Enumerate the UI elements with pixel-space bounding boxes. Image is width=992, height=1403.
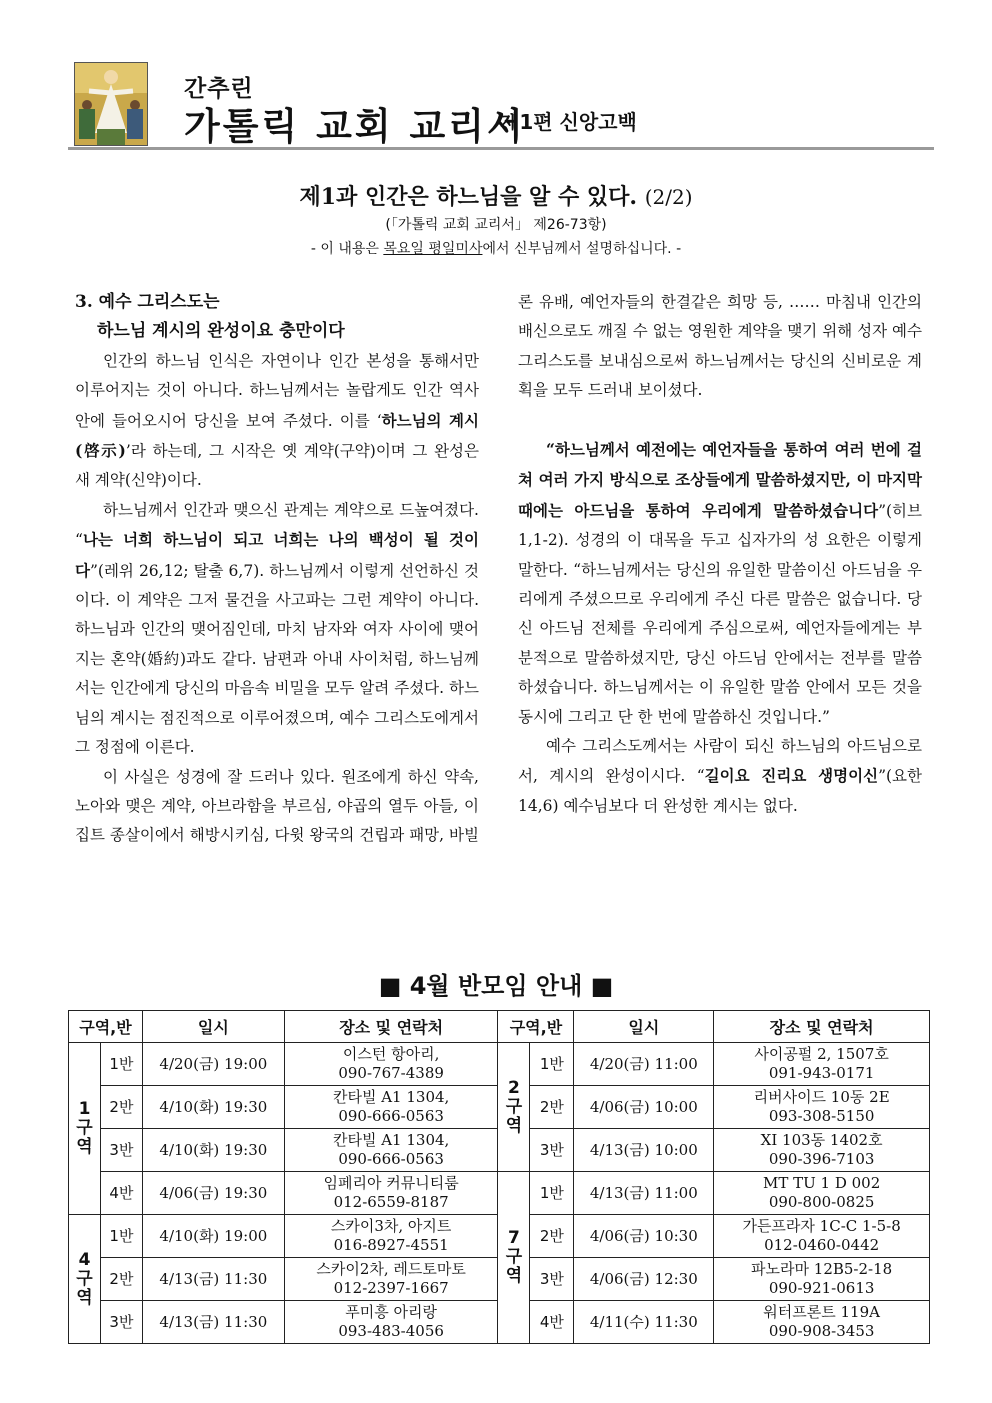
meeting-date: 4/06(금) 12:30 — [574, 1258, 714, 1301]
meeting-date: 4/10(화) 19:30 — [142, 1086, 284, 1129]
phone-number: 093-483-4056 — [338, 1322, 444, 1340]
schedule-title: ■ 4월 반모임 안내 ■ — [378, 972, 614, 1000]
paragraph-revelation: 인간의 하느님 인식은 자연이나 인간 본성을 통해서만 이루어지는 것이 아니다. 하느님께서는 놀랍게도 인간 역사 안에 들어오시어 당신을 보여 주셨다. 이를 ‘하느님의 계시(啓示)’라 하는데, 그 시작은 옛 계약(구약)이며 그 완성은 새 계약(신약)이다. — [75, 351, 479, 490]
meeting-date: 4/06(금) 19:30 — [142, 1172, 284, 1215]
phone-number: 090-800-0825 — [768, 1193, 875, 1211]
meeting-date: 4/11(수) 11:30 — [574, 1301, 714, 1344]
phone-number: 093-308-5150 — [768, 1107, 875, 1125]
section-heading: 3. 예수 그리스도는 — [75, 292, 220, 312]
lesson-reference: (「가톨릭 교회 교리서」 제26-73항) — [385, 217, 607, 233]
lesson-note-mass: 목요일 평일미사 — [383, 241, 483, 257]
place-name: 임페리아 커뮤니티룸 — [323, 1174, 459, 1192]
article-column-left — [75, 288, 479, 851]
header-date: 일시 — [574, 1011, 714, 1043]
header-title: 가톨릭 교회 교리서 — [184, 105, 526, 148]
place-name: 푸미흥 아리랑 — [345, 1303, 437, 1321]
place-contact — [714, 1086, 930, 1129]
phone-number: 012-2397-1667 — [333, 1279, 449, 1297]
place-contact — [284, 1172, 498, 1215]
header-subtitle: 제1편 신앙고백 — [500, 110, 637, 134]
paragraph-hebrews: “하느님께서 예전에는 예언자들을 통하여 여러 번에 걸쳐 여러 가지 방식으로 조상들에게 말씀하셨지만, 이 마지막 때에는 아드님을 통하여 우리에게 말씀하셨습니다”(히브 1,1-2). 성경의 이 대목을 두고 십자가의 성 요한은 이렇게 말한다. “하느님께서는 당신의 유일한 말씀이신 아드님을 우리에게 주셨으므로 우리에게 주신 다른 말씀은 없습니다. 당신 아드님 전체를 우리에게 주심으로써, 예언자들에게는 부분적으로 말씀하셨지만, 당신 아드님 안에서는 전부를 말씀하셨습니다. 하느님께서는 이 유일한 말씀 안에서 모든 것을 동시에 그리고 단 한 번에 말씀하신 것입니다.” — [518, 440, 922, 726]
group-number: 1반 — [100, 1215, 142, 1258]
zone-label: 1 구 역 — [69, 1043, 101, 1215]
place-name: 스카이2차, 레드토마토 — [316, 1260, 466, 1278]
phone-number: 090-396-7103 — [768, 1150, 875, 1168]
place-contact — [284, 1086, 498, 1129]
place-contact — [284, 1301, 498, 1344]
phone-number: 091-943-0171 — [768, 1064, 875, 1082]
group-number: 4반 — [100, 1172, 142, 1215]
phone-number: 090-666-0563 — [338, 1150, 444, 1168]
phone-number: 012-0460-0442 — [764, 1236, 880, 1254]
meeting-date: 4/10(화) 19:00 — [142, 1215, 284, 1258]
group-number: 1반 — [100, 1043, 142, 1086]
place-contact — [714, 1258, 930, 1301]
zone-label: 4 구 역 — [69, 1215, 101, 1344]
place-contact — [284, 1129, 498, 1172]
place-contact — [284, 1215, 498, 1258]
group-number: 4반 — [530, 1301, 574, 1344]
header-place: 장소 및 연락처 — [714, 1011, 930, 1043]
catechism-logo-image — [74, 62, 148, 146]
meeting-date: 4/20(금) 19:00 — [142, 1043, 284, 1086]
meeting-date: 4/10(화) 19:30 — [142, 1129, 284, 1172]
group-number: 3반 — [530, 1258, 574, 1301]
place-name: 이스턴 항아리, — [342, 1045, 440, 1063]
section-subheading: 하느님 계시의 완성이요 충만이다 — [97, 321, 345, 342]
group-number: 3반 — [100, 1301, 142, 1344]
header-place: 장소 및 연락처 — [284, 1011, 498, 1043]
meeting-date: 4/13(금) 11:00 — [574, 1172, 714, 1215]
paragraph-scripture-continued: 론 유배, 예언자들의 한결같은 희망 등, …… 마침내 인간의 배신으로도 깨질 수 없는 영원한 계약을 맺기 위해 성자 예수 그리스도를 보내심으로써 하느님께서는 당신의 신비로운 계획을 모두 드러내 보이셨다. — [518, 293, 922, 400]
lesson-page: (2/2) — [644, 185, 693, 209]
lesson-note-post: 에서 신부님께서 설명하십니다. - — [482, 241, 682, 257]
place-contact — [714, 1301, 930, 1344]
group-number: 1반 — [530, 1172, 574, 1215]
lesson-title — [0, 180, 992, 211]
meeting-date: 4/06(금) 10:00 — [574, 1086, 714, 1129]
group-number: 3반 — [530, 1129, 574, 1172]
place-name: 사이공펄 2, 1507호 — [754, 1045, 889, 1063]
group-number: 2반 — [530, 1086, 574, 1129]
meeting-date: 4/13(금) 10:00 — [574, 1129, 714, 1172]
place-name: 워터프론트 119A — [763, 1303, 880, 1321]
lesson-title-text: 제1과 인간은 하느님을 알 수 있다. — [299, 184, 638, 210]
place-name: 칸타빌 A1 1304, — [332, 1088, 450, 1106]
zone-label: 2 구 역 — [498, 1043, 530, 1172]
place-contact — [284, 1258, 498, 1301]
paragraph-completion: 예수 그리스도께서는 사람이 되신 하느님의 아드님으로서, 계시의 완성이시다. “길이요 진리요 생명이신”(요한 14,6) 예수님보다 더 완성한 계시는 없다. — [518, 737, 922, 815]
place-contact — [714, 1043, 930, 1086]
lesson-note — [0, 238, 992, 258]
table-header-row — [69, 1011, 930, 1043]
phone-number: 090-767-4389 — [338, 1064, 444, 1082]
phone-number: 090-921-0613 — [768, 1279, 875, 1297]
place-contact — [714, 1172, 930, 1215]
schedule-table — [68, 1010, 930, 1344]
place-contact — [284, 1043, 498, 1086]
place-name: 가든프라자 1C-C 1-5-8 — [742, 1217, 901, 1235]
zone-label: 7 구 역 — [498, 1172, 530, 1344]
group-number: 1반 — [530, 1043, 574, 1086]
place-contact — [714, 1129, 930, 1172]
place-name: 스카이3차, 아지트 — [330, 1217, 452, 1235]
group-number: 3반 — [100, 1129, 142, 1172]
phone-number: 090-908-3453 — [768, 1322, 875, 1340]
table-row — [69, 1172, 930, 1215]
header-divider — [68, 147, 934, 150]
article-column-right — [518, 288, 922, 821]
meeting-date: 4/13(금) 11:30 — [142, 1301, 284, 1344]
place-name: 칸타빌 A1 1304, — [332, 1131, 450, 1149]
place-name: 리버사이드 10동 2E — [753, 1088, 890, 1106]
paragraph-covenant: 하느님께서 인간과 맺으신 관계는 계약으로 드높여졌다. “나는 너희 하느님이 되고 너희는 나의 백성이 될 것이다”(레위 26,12; 탈출 6,7). 하느님께서 이렇게 선언하신 것이다. 이 계약은 그저 물건을 사고파는 그런 계약이 아니다. 하느님과 인간의 맺어짐인데, 마치 남자와 여자 사이에 맺어지는 혼약(婚約)과도 같다. 남편과 아내 사이처럼, 하느님께서는 인간에게 당신의 마음속 비밀을 모두 알려 주셨다. 하느님의 계시는 점진적으로 이루어졌으며, 예수 그리스도에게서 그 정점에 이른다. — [75, 500, 479, 757]
table-row — [69, 1043, 930, 1086]
place-name: 파노라마 12B5-2-18 — [751, 1260, 893, 1278]
place-name: XI 103동 1402호 — [760, 1131, 883, 1149]
group-number: 2반 — [100, 1258, 142, 1301]
group-number: 2반 — [530, 1215, 574, 1258]
place-contact — [714, 1215, 930, 1258]
phone-number: 016-8927-4551 — [333, 1236, 449, 1254]
header-zone: 구역,반 — [498, 1011, 574, 1043]
phone-number: 012-6559-8187 — [333, 1193, 449, 1211]
header-kicker: 간추린 — [184, 76, 254, 102]
lesson-note-pre: - 이 내용은 — [310, 241, 384, 257]
header-zone: 구역,반 — [69, 1011, 143, 1043]
meeting-date: 4/20(금) 11:00 — [574, 1043, 714, 1086]
place-name: MT TU 1 D 002 — [762, 1174, 881, 1192]
paragraph-scripture: 이 사실은 성경에 잘 드러나 있다. 원조에게 하신 약속, 노아와 맺은 계약, 아브라함을 부르심, 야곱의 열두 아들, 이집트 종살이에서 해방시키심, 다윗 왕국의 건립과 패망, 바빌 — [75, 767, 479, 845]
phone-number: 090-666-0563 — [338, 1107, 444, 1125]
meeting-date: 4/13(금) 11:30 — [142, 1258, 284, 1301]
header-date: 일시 — [142, 1011, 284, 1043]
meeting-date: 4/06(금) 10:30 — [574, 1215, 714, 1258]
group-number: 2반 — [100, 1086, 142, 1129]
